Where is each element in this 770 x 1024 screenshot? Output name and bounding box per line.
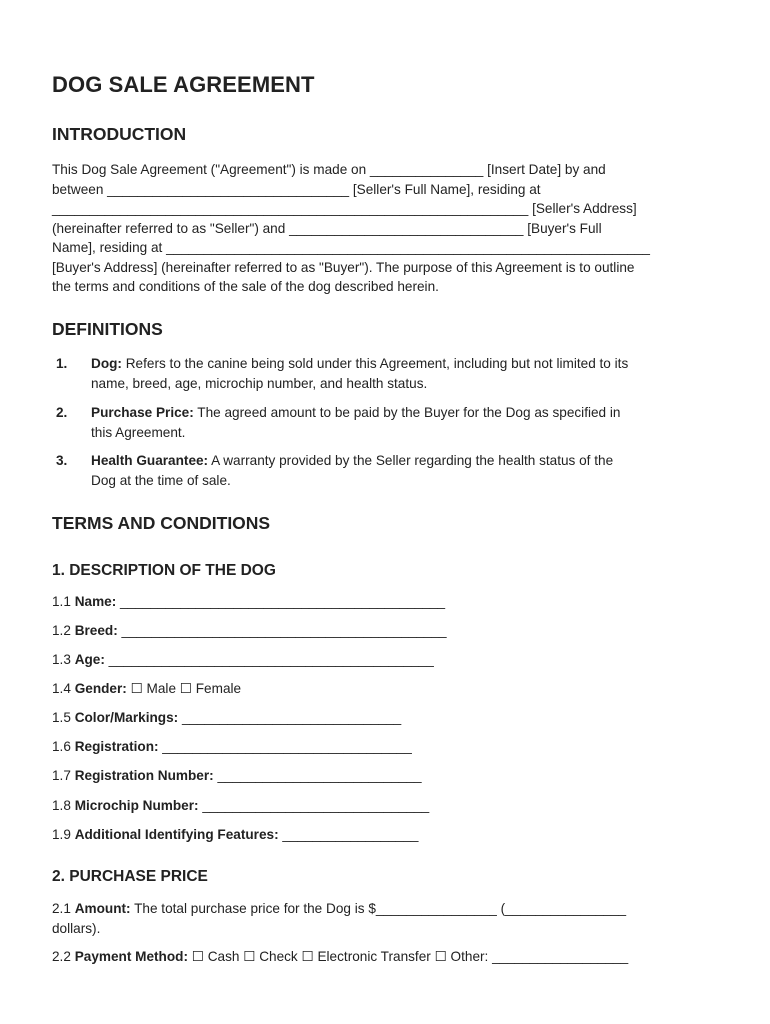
field-registration-number (52, 766, 422, 786)
field-number: 1.5 (52, 710, 75, 725)
field-label: Microchip Number: (74, 798, 199, 813)
definition-text: Refers to the canine being sold under this Agreement, including but not limited to its (121, 356, 629, 371)
definition-line: name, breed, age, microchip number, and health status. (91, 375, 428, 391)
field-name (52, 592, 445, 612)
field-value: _________________________________ (158, 739, 412, 754)
field-number: 1.1 (52, 594, 75, 609)
field-label: Registration Number: (74, 768, 214, 783)
field-label: Gender: (74, 681, 127, 696)
field-number: 1.2 (52, 623, 75, 638)
definition-line (91, 451, 721, 471)
field-microchip-number (52, 796, 429, 816)
field-age (52, 650, 434, 670)
field-value: ___________________________ (213, 768, 422, 783)
field-label: Age: (74, 652, 105, 667)
intro-line: (hereinafter referred to as "Seller") and _______________________________ [Buyer's Full (52, 220, 602, 236)
definition-text: The agreed amount to be paid by the Buyer for the Dog as specified in (193, 405, 621, 420)
field-value: ___________________________________________ (104, 652, 434, 667)
definition-term: Health Guarantee: (91, 453, 209, 468)
field-label: Payment Method: (74, 949, 188, 964)
field-breed (52, 621, 447, 641)
definition-number: 2. (56, 405, 68, 420)
intro-line: Name], residing at ________________________________________________________________ (52, 240, 650, 255)
intro-line: the terms and conditions of the sale of the dog described herein. (52, 279, 439, 294)
definition-line: Dog at the time of sale. (91, 472, 231, 488)
field-registration (52, 737, 412, 757)
definition-body (91, 403, 721, 442)
field-value: ___________________________________________ (117, 623, 447, 638)
field-amount (52, 899, 722, 938)
field-number: 1.7 (52, 768, 75, 783)
field-label: Breed: (74, 623, 118, 638)
terms-heading: TERMS AND CONDITIONS (52, 513, 271, 533)
definitions-heading: DEFINITIONS (52, 319, 163, 339)
field-label: Color/Markings: (74, 710, 179, 725)
introduction-heading: INTRODUCTION (52, 124, 187, 144)
field-gender (52, 679, 241, 699)
definition-body (91, 354, 721, 393)
definition-body (91, 451, 721, 490)
field-value: ___________________________________________ (116, 594, 446, 609)
field-value: ☐ Male ☐ Female (126, 681, 242, 696)
amount-line: dollars). (52, 920, 101, 936)
field-color-markings (52, 708, 401, 728)
purchase-price-heading: 2. PURCHASE PRICE (52, 868, 208, 885)
field-value: __________________ (278, 827, 419, 842)
definition-line (91, 403, 721, 423)
intro-line: between ________________________________ [Seller's Full Name], residing at (52, 181, 541, 197)
field-payment-method (52, 947, 628, 967)
field-label: Additional Identifying Features: (74, 827, 279, 842)
document-title: DOG SALE AGREEMENT (52, 72, 315, 97)
definition-term: Purchase Price: (91, 405, 194, 420)
field-number: 1.9 (52, 827, 75, 842)
amount-line (52, 899, 722, 919)
field-label: Registration: (74, 739, 159, 754)
field-number: 1.8 (52, 798, 75, 813)
intro-line: This Dog Sale Agreement ("Agreement") is made on _______________ [Insert Date] by and (52, 162, 606, 177)
definition-term: Dog: (91, 356, 122, 371)
field-number: 1.3 (52, 652, 75, 667)
intro-line: _______________________________________________________________ [Seller's Address] (52, 201, 637, 216)
definition-number: 3. (56, 453, 68, 468)
field-value: The total purchase price for the Dog is $________________ (________________ (130, 901, 627, 916)
description-heading: 1. DESCRIPTION OF THE DOG (52, 562, 276, 579)
definition-number: 1. (56, 356, 68, 371)
field-number: 2.1 (52, 901, 75, 916)
field-additional-features (52, 825, 418, 845)
field-number: 1.6 (52, 739, 75, 754)
field-value: _____________________________ (178, 710, 402, 725)
field-number: 1.4 (52, 681, 75, 696)
introduction-paragraph (52, 160, 722, 297)
field-label: Name: (74, 594, 117, 609)
field-value: ☐ Cash ☐ Check ☐ Electronic Transfer ☐ Other: __________________ (187, 949, 629, 964)
definition-line (91, 354, 721, 374)
definition-text: A warranty provided by the Seller regarding the health status of the (208, 453, 614, 468)
field-number: 2.2 (52, 949, 75, 964)
field-label: Amount: (74, 901, 131, 916)
definition-line: this Agreement. (91, 424, 186, 440)
field-value: ______________________________ (198, 798, 430, 813)
intro-line: [Buyer's Address] (hereinafter referred to as "Buyer"). The purpose of this Agreement is to outline (52, 259, 635, 275)
